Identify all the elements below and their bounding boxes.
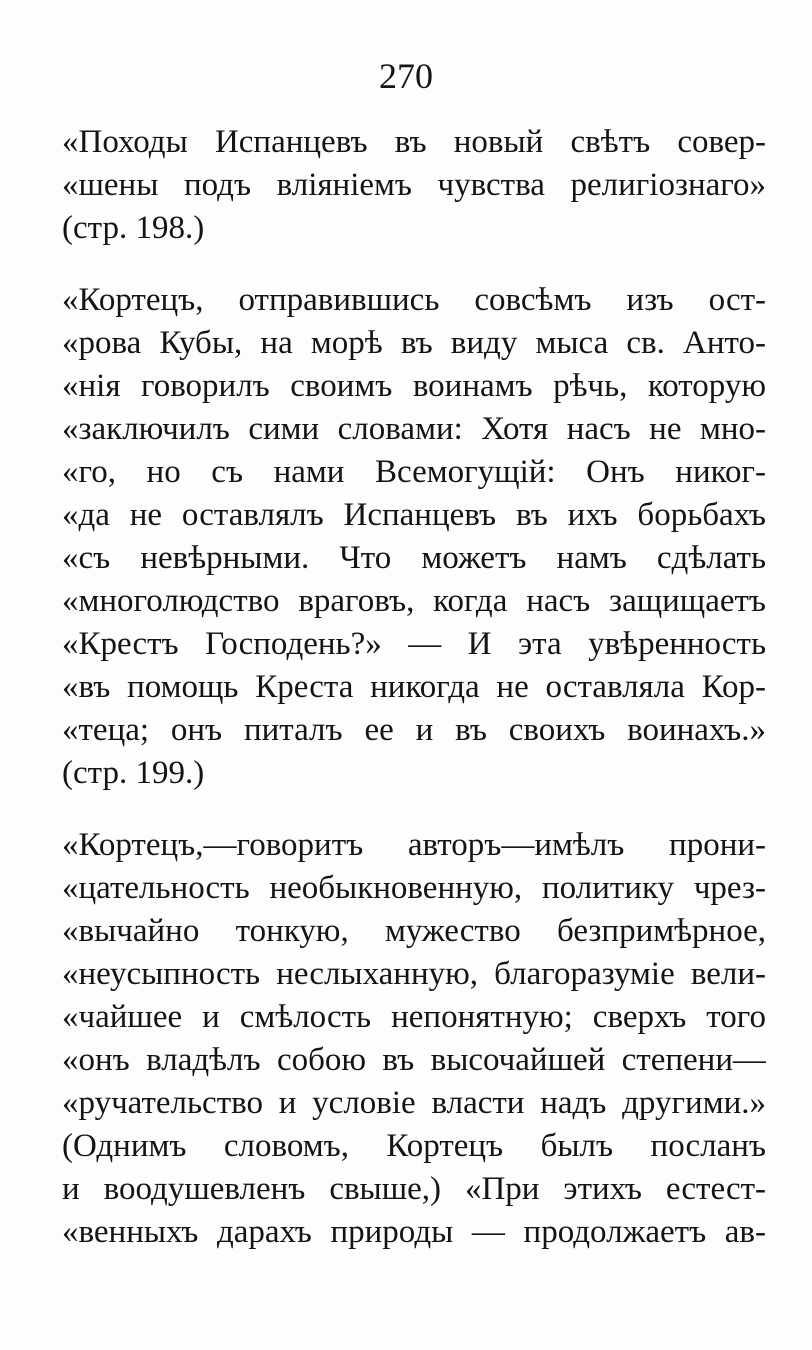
text-line: (стр. 198.) [62,210,205,246]
text-line: «да не оставлялъ Испанцевъ въ ихъ борьбахъ [62,497,766,533]
text-line: «Кортецъ, отправившись совсѣмъ изъ ост- [62,282,766,318]
text-line: «цательность необыкновенную, политику чрез- [62,870,766,906]
text-line: «го, но съ нами Всемогущій: Онъ никог- [62,454,766,490]
text-line: «неусыпность неслыханную, благоразуміе вели- [62,956,766,992]
text-line: «Кортецъ,—говоритъ авторъ—имѣлъ прони- [62,827,766,863]
text-line: «съ невѣрными. Что можетъ намъ сдѣлать [62,540,766,576]
text-line: «въ помощь Креста никогда не оставляла Кор- [62,669,766,705]
text-line: и воодушевленъ свыше,) «При этихъ естест- [62,1171,766,1207]
text-line: «Крестъ Господень?» — И эта увѣренность [62,626,766,662]
text-line: «вычайно тонкую, мужество безпримѣрное, [62,913,766,949]
text-line: «ручательство и условіе власти надъ другими.» [62,1085,766,1121]
text-line: «рова Кубы, на морѣ въ виду мыса св. Анто- [62,325,766,361]
text-line: «многолюдство враговъ, когда насъ защищаетъ [62,583,766,619]
text-line: «шены подъ вліяніемъ чувства религіознаго» [62,167,766,203]
text-line: «венныхъ дарахъ природы — продолжаетъ ав- [62,1214,766,1250]
page-number: 270 [379,56,433,96]
text-line: «теца; онъ питалъ ее и въ своихъ воинахъ.» [62,712,766,748]
text-line: (стр. 199.) [62,755,205,791]
text-line: «чайшее и смѣлость непонятную; сверхъ того [62,999,766,1035]
text-line: «нія говорилъ своимъ воинамъ рѣчь, которую [62,368,766,404]
text-line: «Походы Испанцевъ въ новый свѣтъ совер- [62,124,766,160]
text-line: (Однимъ словомъ, Кортецъ былъ посланъ [62,1128,766,1164]
text-line: «онъ владѣлъ собою въ высочайшей степени— [62,1042,766,1078]
text-line: «заключилъ сими словами: Хотя насъ не мно- [62,411,766,447]
